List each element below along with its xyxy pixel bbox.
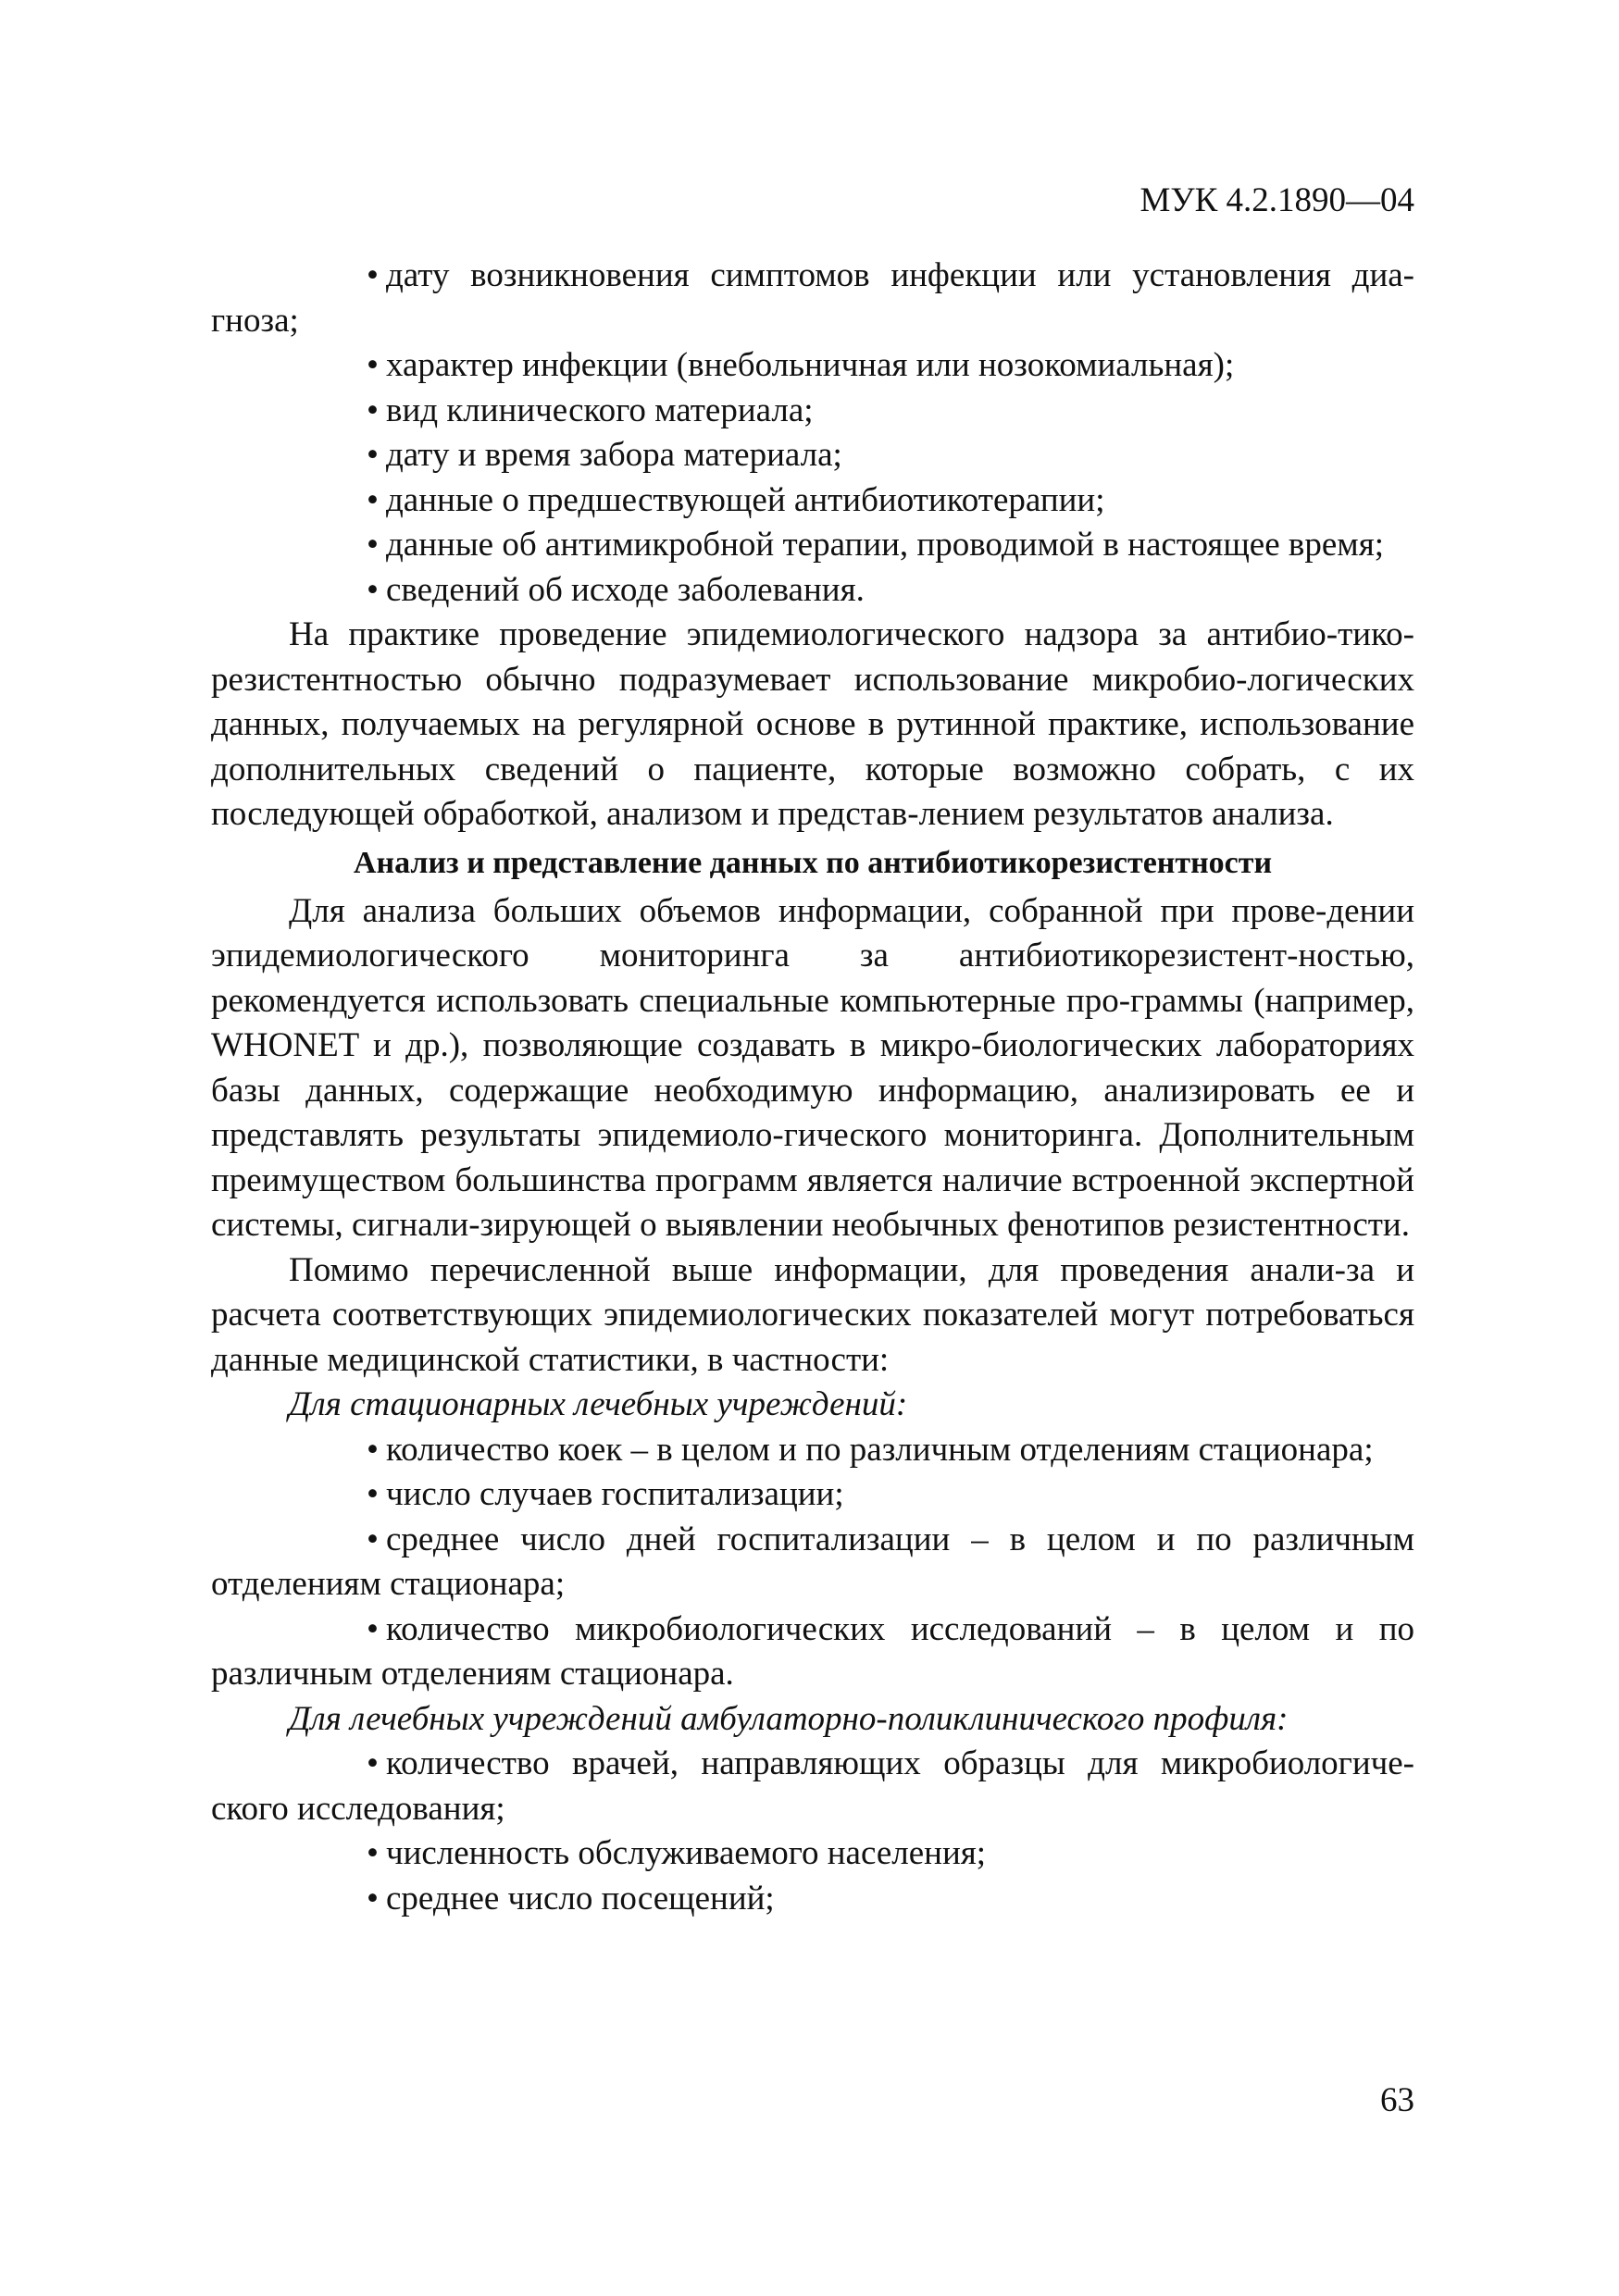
bullet-list-patient-data	[211, 254, 1414, 613]
list-item: • количество коек – в целом и по различным отделениям стационара;	[211, 1428, 1414, 1473]
paragraph-practice: На практике проведение эпидемиологического надзора за антибио-тико-резистентностью обычно подразумевает использование микробио-логических данных, получаемых на регулярной основе в рутинной практике, использование дополнительных сведений о пациенте, которые возможно собрать, с их последующей обработкой, анализом и представ-лением результатов анализа.	[211, 615, 1414, 833]
bullet-icon: •	[367, 1520, 379, 1558]
bullet-icon: •	[367, 1609, 379, 1648]
subheading-outpatient: Для лечебных учреждений амбулаторно-поликлинического профиля:	[289, 1699, 1289, 1738]
list-item: • число случаев госпитализации;	[211, 1472, 1414, 1518]
bullet-icon: •	[367, 256, 379, 294]
bullet-icon: •	[367, 1834, 379, 1872]
list-item: • вид клинического материала;	[211, 389, 1414, 434]
bullet-list-outpatient	[211, 1742, 1414, 1921]
list-item: • численность обслуживаемого населения;	[211, 1831, 1414, 1877]
list-item: • сведений об исходе заболевания.	[211, 568, 1414, 614]
list-item: • данные о предшествующей антибиотикотерапии;	[211, 478, 1414, 524]
list-item: • количество микробиологических исследований – в целом и по различным отделениям стационара.	[211, 1607, 1414, 1697]
list-item: • дату и время забора материала;	[211, 433, 1414, 478]
subheading-hospitals: Для стационарных лечебных учреждений:	[289, 1385, 908, 1423]
bullet-icon: •	[367, 480, 379, 519]
bullet-icon: •	[367, 1475, 379, 1513]
list-item: • количество врачей, направляющих образцы для микробиологиче-ского исследования;	[211, 1742, 1414, 1831]
list-item: • среднее число дней госпитализации – в целом и по различным отделениям стационара;	[211, 1518, 1414, 1607]
page-number: 63	[1380, 2081, 1414, 2119]
section-heading: Анализ и представление данных по антибиотикорезистентности	[353, 845, 1273, 880]
list-item: • дату возникновения симптомов инфекции или установления диа-гноза;	[211, 254, 1414, 343]
running-header: МУК 4.2.1890—04	[1140, 181, 1414, 219]
bullet-icon: •	[367, 391, 379, 429]
bullet-icon: •	[367, 1744, 379, 1782]
bullet-list-hospitals	[211, 1428, 1414, 1697]
paragraph-analysis: Для анализа больших объемов информации, собранной при прове-дении эпидемиологического мониторинга за антибиотикорезистент-ностью, рекомендуется использовать специальные компьютерные про-граммы (например, WHONET и др.), позволяющие создавать в микро-биологических лабораториях базы данных, содержащие необходимую информацию, анализировать ее и представлять результаты эпидемиоло-гического мониторинга. Дополнительным преимуществом большинства программ является наличие встроенной экспертной системы, сигнали-зирующей о выявлении необычных фенотипов резистентности.	[211, 891, 1414, 1244]
list-item: • данные об антимикробной терапии, проводимой в настоящее время;	[211, 523, 1414, 568]
bullet-icon: •	[367, 436, 379, 474]
bullet-icon: •	[367, 1879, 379, 1917]
paragraph-statistics: Помимо перечисленной выше информации, для проведения анали-за и расчета соответствующих эпидемиологических показателей могут потребоваться данные медицинской статистики, в частности:	[211, 1250, 1414, 1379]
bullet-icon: •	[367, 346, 379, 384]
page-body	[211, 254, 1414, 1921]
list-item: • характер инфекции (внебольничная или нозокомиальная);	[211, 343, 1414, 389]
bullet-icon: •	[367, 1430, 379, 1469]
bullet-icon: •	[367, 526, 379, 564]
list-item: • среднее число посещений;	[211, 1877, 1414, 1922]
bullet-icon: •	[367, 570, 379, 609]
